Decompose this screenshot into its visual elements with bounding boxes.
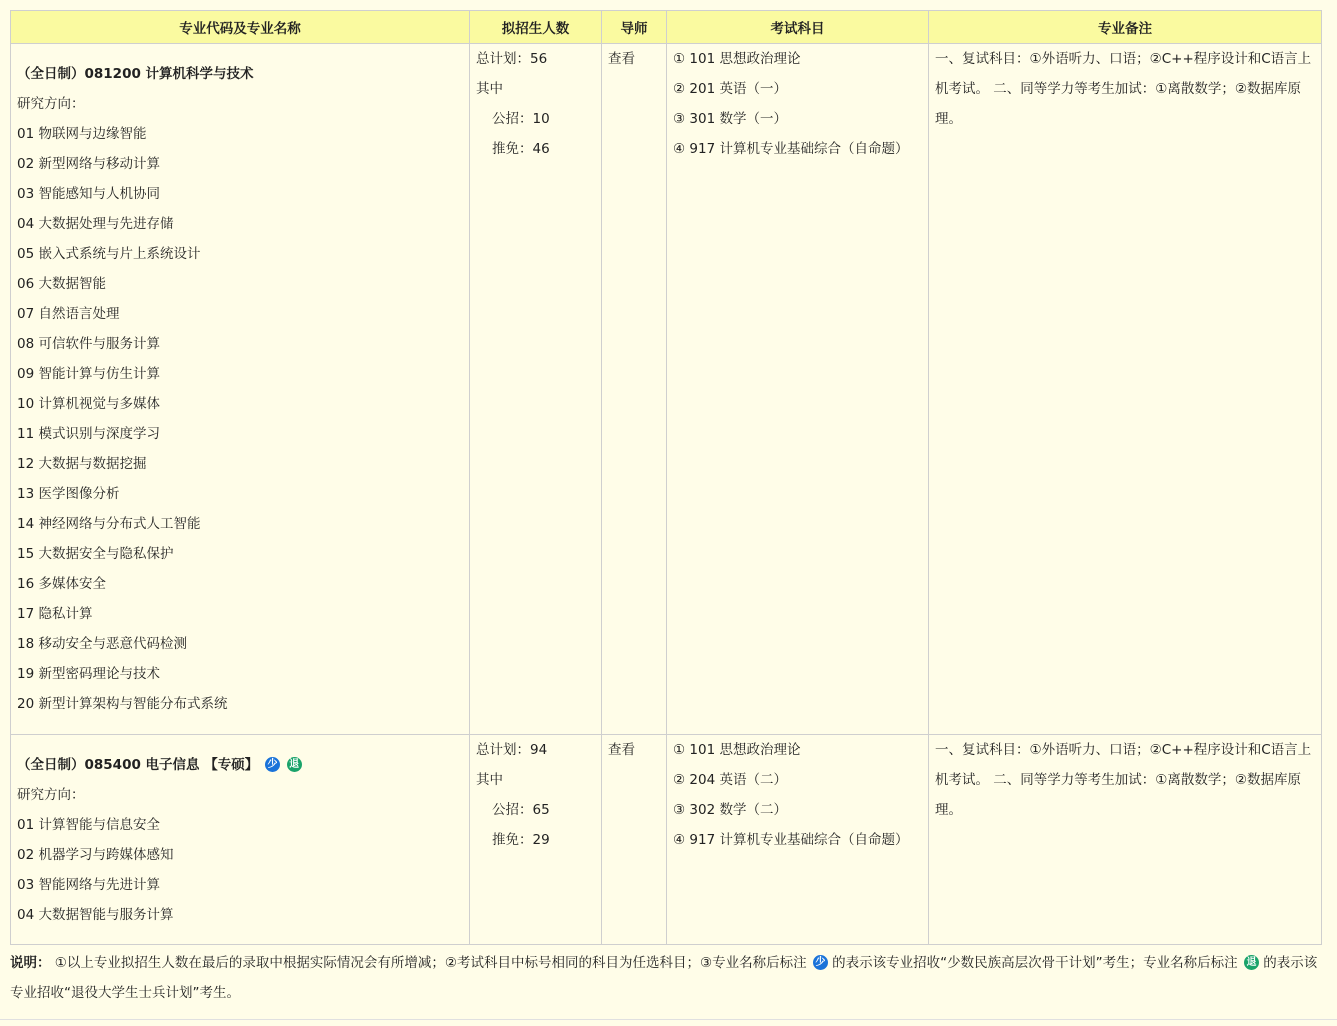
quota-public: 公招：65 xyxy=(492,802,550,818)
advisor-cell xyxy=(602,44,667,735)
header-subjects: 考试科目 xyxy=(667,11,929,44)
program-row xyxy=(11,735,1322,945)
quota-of-which: 其中 xyxy=(476,772,503,788)
direction-item: 08 可信软件与服务计算 xyxy=(17,336,160,352)
direction-item: 19 新型密码理论与技术 xyxy=(17,666,160,682)
quota-of-which: 其中 xyxy=(476,81,503,97)
quota-total: 总计划：56 xyxy=(476,51,548,67)
subject-item: ② 204 英语（二） xyxy=(673,772,787,788)
direction-item: 09 智能计算与仿生计算 xyxy=(17,366,160,382)
enrollment-table xyxy=(10,10,1322,945)
header-quota: 拟招生人数 xyxy=(470,11,602,44)
advisor-view-link[interactable]: 查看 xyxy=(608,51,635,67)
minority-plan-badge-icon: 少 xyxy=(265,757,280,772)
direction-item: 04 大数据处理与先进存储 xyxy=(17,216,174,232)
direction-item: 03 智能感知与人机协同 xyxy=(17,186,160,202)
quota-recommended: 推免：29 xyxy=(492,832,550,848)
direction-item: 02 机器学习与跨媒体感知 xyxy=(17,847,174,863)
bottom-divider xyxy=(0,1019,1337,1020)
direction-item: 10 计算机视觉与多媒体 xyxy=(17,396,160,412)
directions-label: 研究方向： xyxy=(17,787,85,803)
direction-item: 07 自然语言处理 xyxy=(17,306,120,322)
direction-item: 04 大数据智能与服务计算 xyxy=(17,907,174,923)
direction-item: 01 物联网与边缘智能 xyxy=(17,126,147,142)
subject-item: ① 101 思想政治理论 xyxy=(673,51,801,67)
direction-item: 15 大数据安全与隐私保护 xyxy=(17,546,174,562)
quota-public: 公招：10 xyxy=(492,111,550,127)
remarks-cell xyxy=(929,735,1322,945)
footnote-part3: 的表示该专业招收“退役大学生士兵计划”考生。 xyxy=(10,955,1318,1001)
direction-list xyxy=(17,119,463,719)
direction-list xyxy=(17,810,463,930)
remarks-text: 一、复试科目：①外语听力、口语；②C++程序设计和C语言上机考试。 二、同等学力等考生加试：①离散数学；②数据库原理。 xyxy=(935,51,1312,127)
footnote-part1: ①以上专业拟招生人数在最后的录取中根据实际情况会有所增减；②考试科目中标号相同的科目为任选科目；③专业名称后标注 xyxy=(50,955,811,971)
program-title: （全日制）081200 计算机科学与技术 xyxy=(17,66,254,82)
direction-item: 02 新型网络与移动计算 xyxy=(17,156,160,172)
direction-item: 18 移动安全与恶意代码检测 xyxy=(17,636,187,652)
direction-item: 13 医学图像分析 xyxy=(17,486,120,502)
direction-item: 05 嵌入式系统与片上系统设计 xyxy=(17,246,201,262)
major-cell xyxy=(11,44,470,735)
subjects-cell xyxy=(667,735,929,945)
direction-item: 20 新型计算架构与智能分布式系统 xyxy=(17,696,228,712)
minority-plan-badge-icon: 少 xyxy=(813,955,828,970)
header-major: 专业代码及专业名称 xyxy=(11,11,470,44)
program-row xyxy=(11,44,1322,735)
footnote-part2: 的表示该专业招收“少数民族高层次骨干计划”考生；专业名称后标注 xyxy=(827,955,1242,971)
remarks-text: 一、复试科目：①外语听力、口语；②C++程序设计和C语言上机考试。 二、同等学力等考生加试：①离散数学；②数据库原理。 xyxy=(935,742,1312,818)
header-advisor: 导师 xyxy=(602,11,667,44)
footnote-label: 说明： xyxy=(10,955,51,971)
direction-item: 06 大数据智能 xyxy=(17,276,106,292)
direction-item: 03 智能网络与先进计算 xyxy=(17,877,160,893)
quota-cell xyxy=(470,44,602,735)
veteran-plan-badge-icon: 退 xyxy=(1244,955,1259,970)
quota-cell xyxy=(470,735,602,945)
header-remarks: 专业备注 xyxy=(929,11,1322,44)
subject-list xyxy=(673,44,922,164)
direction-item: 17 隐私计算 xyxy=(17,606,93,622)
direction-item: 16 多媒体安全 xyxy=(17,576,106,592)
directions-label: 研究方向： xyxy=(17,96,85,112)
advisor-view-link[interactable]: 查看 xyxy=(608,742,635,758)
program-title: （全日制）085400 电子信息 【专硕】 xyxy=(17,757,259,773)
quota-total: 总计划：94 xyxy=(476,742,548,758)
program-title-line xyxy=(17,750,463,780)
subject-item: ④ 917 计算机专业基础综合（自命题） xyxy=(673,832,909,848)
header-row xyxy=(11,11,1322,44)
subject-item: ④ 917 计算机专业基础综合（自命题） xyxy=(673,141,909,157)
direction-item: 01 计算智能与信息安全 xyxy=(17,817,160,833)
quota-recommended: 推免：46 xyxy=(492,141,550,157)
subject-item: ① 101 思想政治理论 xyxy=(673,742,801,758)
advisor-cell xyxy=(602,735,667,945)
subjects-cell xyxy=(667,44,929,735)
direction-item: 14 神经网络与分布式人工智能 xyxy=(17,516,201,532)
subject-item: ③ 301 数学（一） xyxy=(673,111,787,127)
footnote xyxy=(10,948,1325,1008)
remarks-cell xyxy=(929,44,1322,735)
major-cell xyxy=(11,735,470,945)
subject-item: ③ 302 数学（二） xyxy=(673,802,787,818)
subject-list xyxy=(673,735,922,855)
direction-item: 12 大数据与数据挖掘 xyxy=(17,456,147,472)
subject-item: ② 201 英语（一） xyxy=(673,81,787,97)
veteran-plan-badge-icon: 退 xyxy=(287,757,302,772)
direction-item: 11 模式识别与深度学习 xyxy=(17,426,160,442)
